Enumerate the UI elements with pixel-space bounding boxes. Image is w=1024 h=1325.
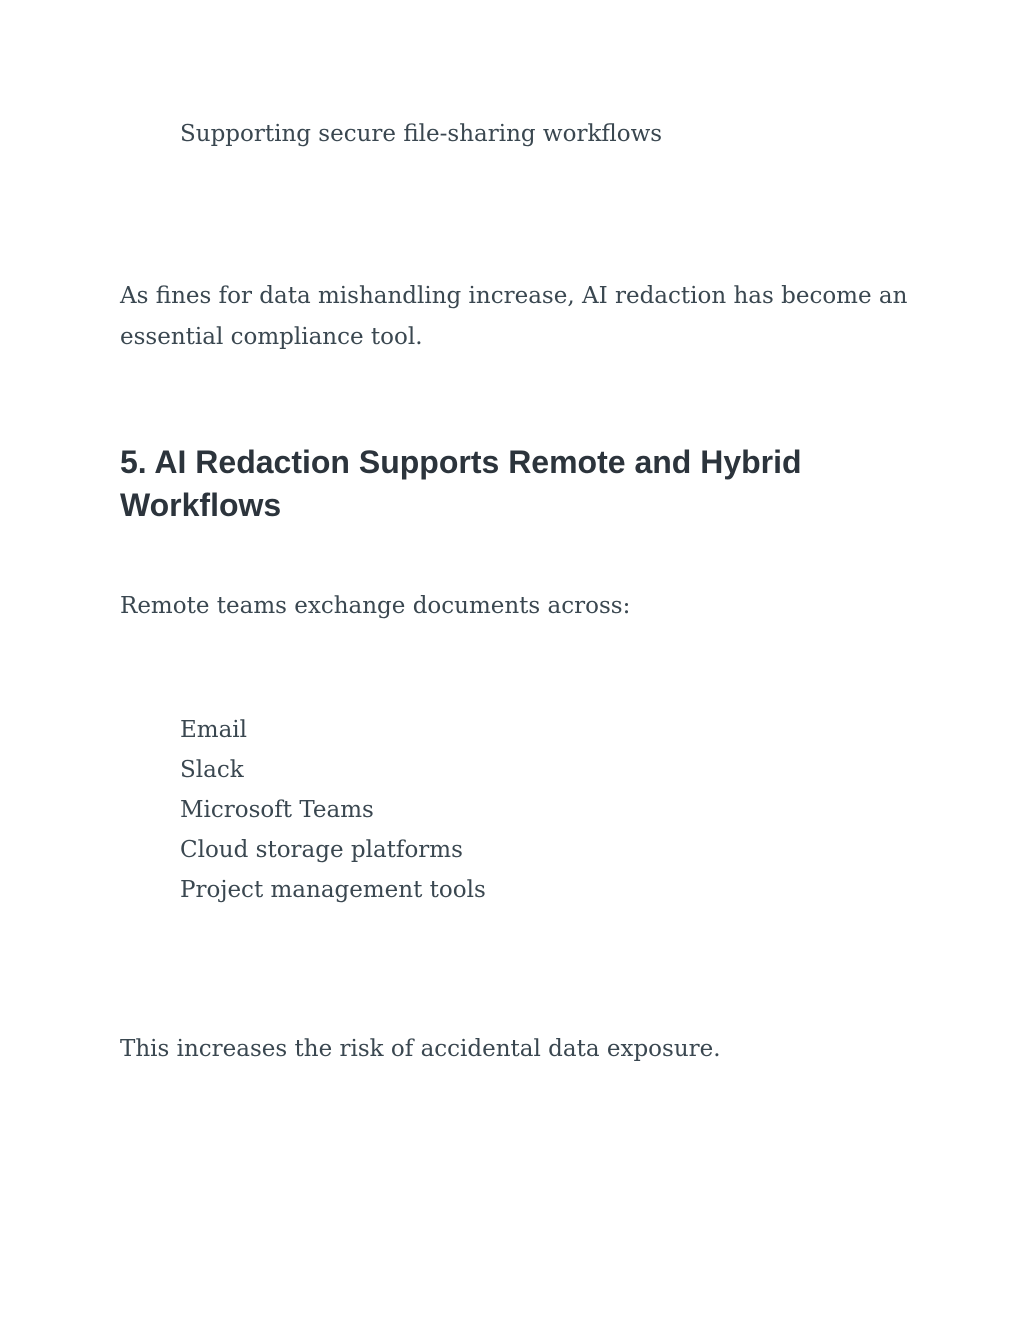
section-heading: [120, 441, 802, 527]
paragraph-line: As fines for data mishandling increase, AI redaction has become an: [120, 283, 908, 309]
paragraph-compliance: [120, 276, 907, 358]
list-item-microsoft-teams: Microsoft Teams: [180, 797, 374, 823]
list-item-email: Email: [180, 717, 248, 743]
list-item-secure-file-sharing: Supporting secure file-sharing workflows: [180, 121, 663, 147]
list-item-slack: Slack: [180, 757, 244, 783]
closing-sentence: This increases the risk of accidental data exposure.: [120, 1036, 721, 1062]
lead-sentence: Remote teams exchange documents across:: [120, 593, 631, 619]
paragraph-line: essential compliance tool.: [120, 324, 423, 350]
section-heading-line: 5. AI Redaction Supports Remote and Hybrid: [120, 444, 802, 480]
section-heading-line: Workflows: [120, 487, 282, 523]
list-item-cloud-storage: Cloud storage platforms: [180, 837, 463, 863]
channel-list: [180, 710, 486, 910]
list-item-project-management: Project management tools: [180, 877, 486, 903]
